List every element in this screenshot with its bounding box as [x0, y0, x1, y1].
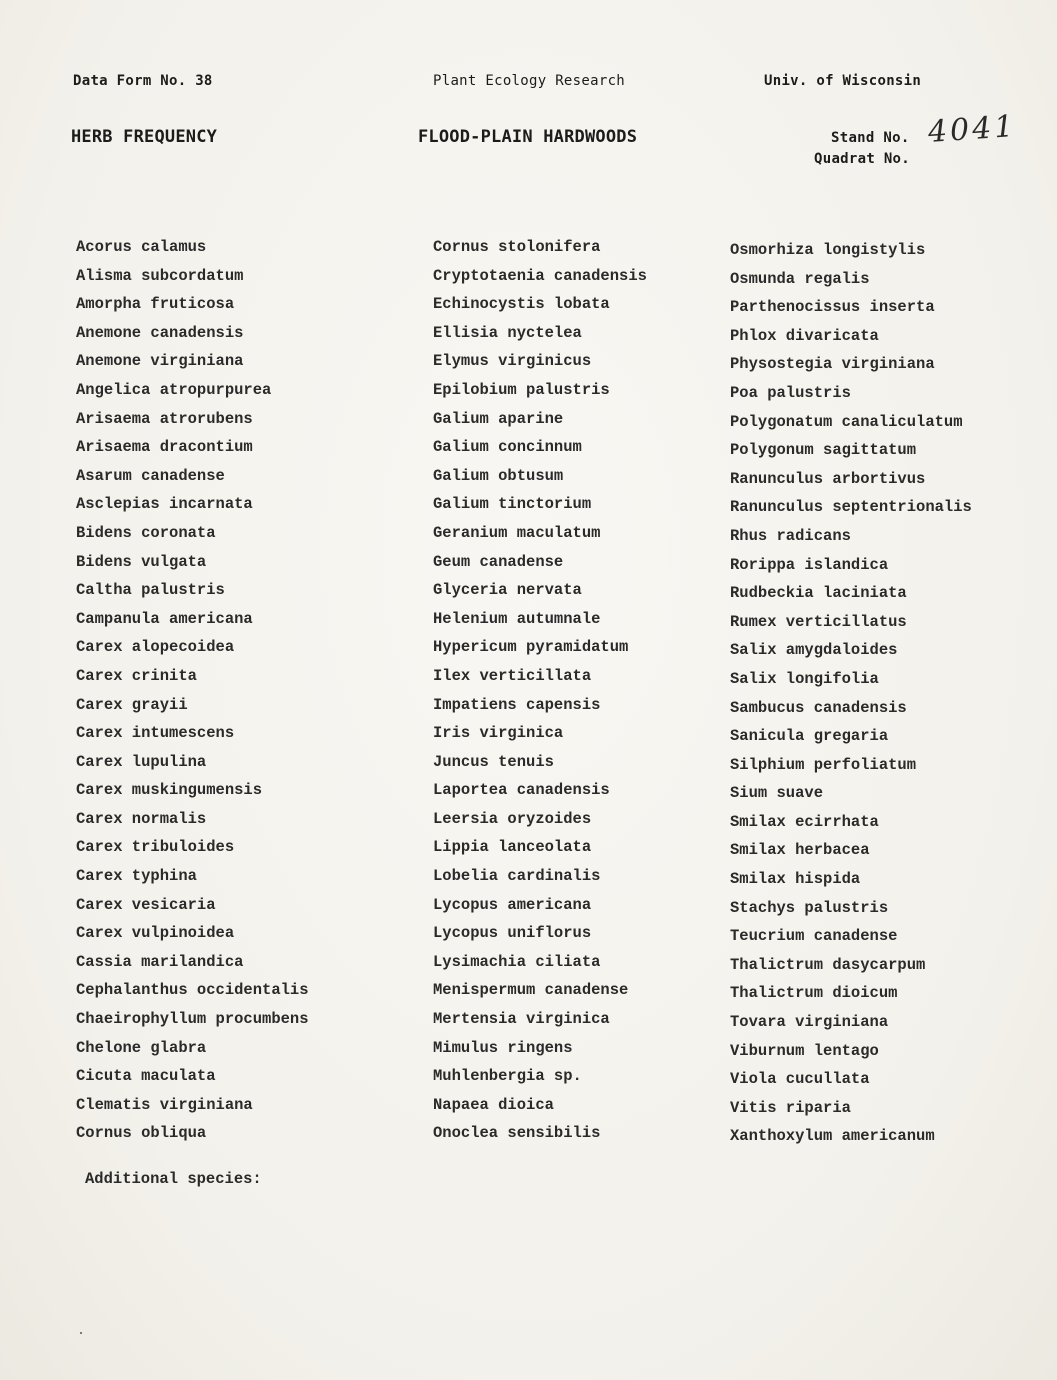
- species-item: Chaeirophyllum procumbens: [76, 1010, 309, 1029]
- species-item: Carex muskingumensis: [76, 781, 263, 800]
- form-number: Data Form No. 38: [73, 73, 213, 89]
- species-item: Sanicula gregaria: [730, 727, 889, 746]
- species-item: Campanula americana: [76, 609, 253, 628]
- species-item: Galium aparine: [433, 409, 564, 428]
- species-item: Poa palustris: [730, 383, 851, 402]
- institution: Univ. of Wisconsin: [764, 73, 922, 89]
- species-item: Xanthoxylum americanum: [730, 1127, 935, 1146]
- species-item: Lycopus americana: [433, 895, 592, 914]
- species-item: Glyceria nervata: [433, 581, 582, 600]
- quadrat-label: Quadrat No.: [814, 151, 911, 167]
- species-item: Physostegia virginiana: [730, 355, 935, 374]
- species-item: Rudbeckia laciniata: [730, 584, 907, 603]
- species-item: Ilex verticillata: [433, 666, 592, 685]
- species-item: Ellisia nyctelea: [433, 323, 582, 342]
- species-item: Rhus radicans: [730, 526, 851, 545]
- species-item: Juncus tenuis: [433, 752, 554, 771]
- species-item: Impatiens capensis: [433, 695, 601, 714]
- species-item: Arisaema dracontium: [76, 438, 253, 457]
- species-item: Galium tinctorium: [433, 495, 592, 514]
- species-item: Teucrium canadense: [730, 927, 898, 946]
- stand-label: Stand No.: [831, 130, 910, 146]
- species-item: Sium suave: [730, 784, 824, 803]
- species-item: Echinocystis lobata: [433, 295, 610, 314]
- species-item: Lobelia cardinalis: [433, 867, 601, 886]
- species-item: Carex crinita: [76, 666, 197, 685]
- species-item: Osmunda regalis: [730, 269, 870, 288]
- species-item: Polygonum sagittatum: [730, 441, 917, 460]
- species-item: Angelica atropurpurea: [76, 380, 272, 399]
- species-item: Viburnum lentago: [730, 1041, 879, 1060]
- species-item: Salix amygdaloides: [730, 641, 898, 660]
- species-item: Onoclea sensibilis: [433, 1124, 601, 1143]
- species-item: Smilax herbacea: [730, 841, 870, 860]
- species-item: Cornus obliqua: [76, 1124, 207, 1143]
- species-item: Cicuta maculata: [76, 1067, 216, 1086]
- species-item: Parthenocissus inserta: [730, 298, 935, 317]
- species-item: Elymus virginicus: [433, 352, 592, 371]
- species-item: Laportea canadensis: [433, 781, 610, 800]
- species-item: Napaea dioica: [433, 1095, 554, 1114]
- species-item: Osmorhiza longistylis: [730, 241, 926, 259]
- species-item: Helenium autumnale: [433, 609, 601, 628]
- species-item: Hypericum pyramidatum: [433, 638, 629, 657]
- species-item: Carex vesicaria: [76, 895, 216, 914]
- species-item: Bidens vulgata: [76, 552, 207, 571]
- species-item: Amorpha fruticosa: [76, 295, 235, 314]
- species-item: Carex intumescens: [76, 724, 235, 743]
- species-item: Carex normalis: [76, 809, 207, 828]
- species-item: Phlox divaricata: [730, 326, 879, 345]
- species-item: Carex lupulina: [76, 752, 207, 771]
- organization: Plant Ecology Research: [433, 73, 626, 89]
- species-item: Geum canadense: [433, 552, 564, 571]
- species-item: Carex typhina: [76, 867, 197, 886]
- paper-speck: [80, 1332, 82, 1334]
- species-item: Galium obtusum: [433, 466, 564, 485]
- species-item: Asarum canadense: [76, 466, 225, 485]
- form-title: HERB FREQUENCY: [71, 127, 218, 147]
- species-item: Alisma subcordatum: [76, 266, 244, 285]
- species-item: Geranium maculatum: [433, 523, 601, 542]
- species-item: Rumex verticillatus: [730, 612, 907, 631]
- species-item: Anemone canadensis: [76, 323, 244, 342]
- species-item: Cephalanthus occidentalis: [76, 981, 309, 1000]
- species-item: Carex grayii: [76, 695, 188, 714]
- species-item: Carex tribuloides: [76, 838, 235, 857]
- species-item: Galium concinnum: [433, 438, 582, 457]
- species-item: Tovara virginiana: [730, 1013, 889, 1032]
- species-item: Acorus calamus: [76, 238, 207, 256]
- species-column-2: [433, 233, 647, 1148]
- community-title: FLOOD-PLAIN HARDWOODS: [418, 127, 638, 147]
- species-item: Cassia marilandica: [76, 952, 244, 971]
- species-item: Smilax ecirrhata: [730, 812, 879, 831]
- species-item: Lysimachia ciliata: [433, 952, 601, 971]
- species-item: Bidens coronata: [76, 523, 216, 542]
- species-item: Menispermum canadense: [433, 981, 629, 1000]
- species-item: Lippia lanceolata: [433, 838, 592, 857]
- species-item: Epilobium palustris: [433, 380, 610, 399]
- species-item: Caltha palustris: [76, 581, 225, 600]
- species-item: Silphium perfoliatum: [730, 755, 917, 774]
- species-item: Thalictrum dasycarpum: [730, 955, 926, 974]
- species-item: Viola cucullata: [730, 1070, 870, 1089]
- species-item: Rorippa islandica: [730, 555, 889, 574]
- species-item: Anemone virginiana: [76, 352, 244, 371]
- species-item: Thalictrum dioicum: [730, 984, 898, 1003]
- species-item: Chelone glabra: [76, 1038, 207, 1057]
- species-item: Smilax hispida: [730, 870, 861, 889]
- species-item: Carex vulpinoidea: [76, 924, 235, 943]
- species-item: Cornus stolonifera: [433, 238, 601, 256]
- additional-species-label: Additional species:: [85, 1170, 262, 1188]
- species-item: Cryptotaenia canadensis: [433, 266, 647, 285]
- species-item: Ranunculus septentrionalis: [730, 498, 972, 517]
- species-item: Iris virginica: [433, 724, 564, 743]
- species-item: Leersia oryzoides: [433, 809, 592, 828]
- species-item: Mimulus ringens: [433, 1038, 573, 1057]
- species-item: Muhlenbergia sp.: [433, 1067, 582, 1086]
- species-column-1: [76, 233, 309, 1148]
- species-item: Vitis riparia: [730, 1098, 851, 1117]
- species-item: Arisaema atrorubens: [76, 409, 253, 428]
- species-item: Carex alopecoidea: [76, 638, 235, 657]
- species-item: Mertensia virginica: [433, 1010, 610, 1029]
- species-item: Asclepias incarnata: [76, 495, 253, 514]
- species-item: Lycopus uniflorus: [433, 924, 592, 943]
- species-item: Sambucus canadensis: [730, 698, 907, 717]
- species-item: Salix longifolia: [730, 669, 879, 688]
- species-item: Polygonatum canaliculatum: [730, 412, 963, 431]
- species-column-3: [730, 236, 972, 1151]
- stand-number-handwritten: 4041: [926, 108, 1018, 151]
- species-item: Clematis virginiana: [76, 1095, 253, 1114]
- species-item: Stachys palustris: [730, 898, 889, 917]
- species-item: Ranunculus arbortivus: [730, 469, 926, 488]
